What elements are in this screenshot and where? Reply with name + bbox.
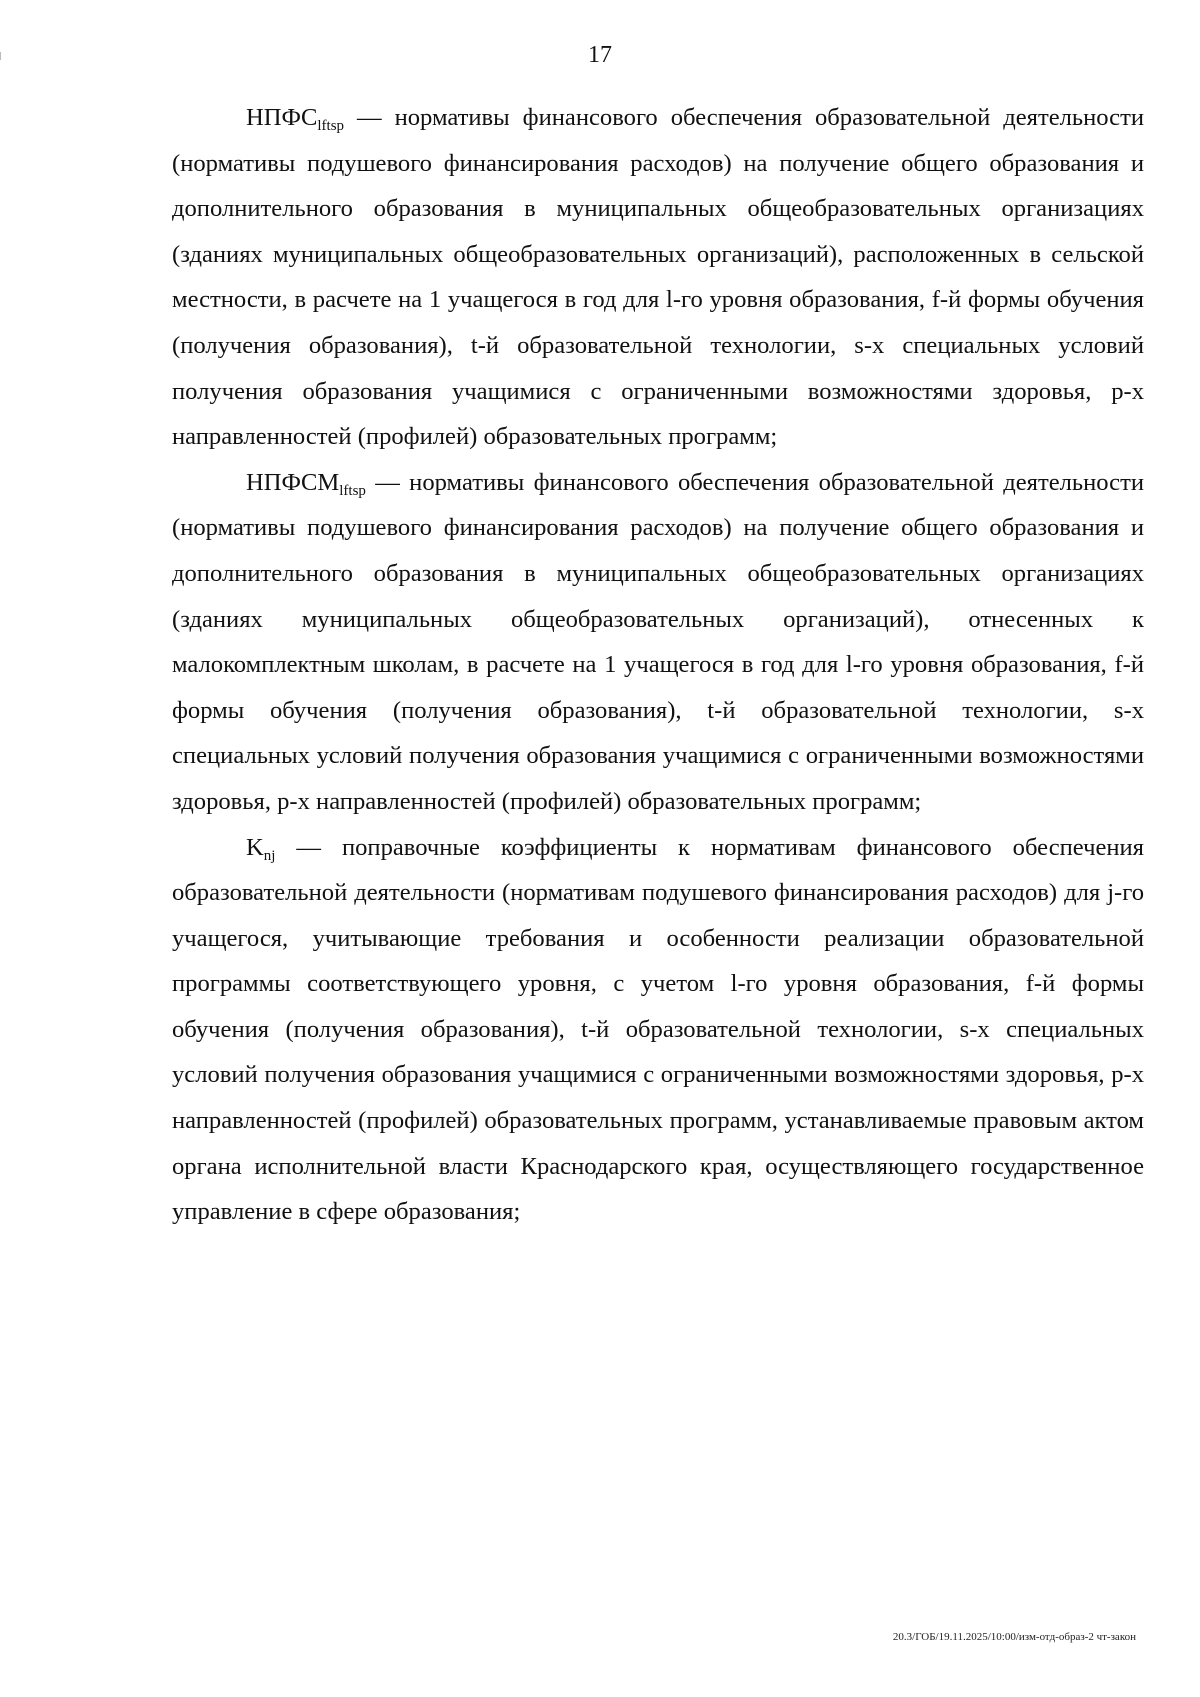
document-footer-code: 20.3/ГОБ/19.11.2025/10:00/изм-отд-образ-2 чт-закон [892, 1631, 1136, 1643]
term-k: $K_{nj}$ [246, 833, 276, 864]
document-body [172, 95, 1144, 1235]
definition-text-npfsm: — нормативы финансового обеспечения образовательной деятельности (нормативы подушевого финансирования расходов) на получение общего образования и дополнительного образования в муниципальных общеобразовательных организациях (зданиях муниципальных общеобразовательных организаций), отнесенных к малокомплектным школам, в расчете на 1 учащегося в год для l-го уровня образования, f-й формы обучения (получения образования), t-й образовательной технологии, s-х специальных условий получения образования учащимися с ограниченными возможностями здоровья, p-х направленностей (профилей) образовательных программ; [172, 468, 1144, 815]
page-number: 17 [588, 42, 612, 68]
definition-text-npfs: — нормативы финансового обеспечения образовательной деятельности (нормативы подушевого финансирования расходов) на получение общего образования и дополнительного образования в муниципальных общеобразовательных организациях (зданиях муниципальных общеобразовательных организаций), расположенных в сельской местности, в расчете на 1 учащегося в год для l-го уровня образования, f-й формы обучения (получения образования), t-й образовательной технологии, s-х специальных условий получения образования учащимися с ограниченными возможностями здоровья, p-х направленностей (профилей) образовательных программ; [172, 104, 1144, 451]
definition-paragraph-npfsm [172, 460, 1144, 825]
definition-paragraph-k [172, 825, 1144, 1235]
definition-paragraph-npfs [172, 95, 1144, 460]
term-npfsm: $НПФСМ_{lftsp}$ [246, 468, 366, 499]
term-npfs: $НПФС_{lftsp}$ [246, 104, 345, 134]
definition-text-k: — поправочные коэффициенты к нормативам финансового обеспечения образовательной деятельности (нормативам подушевого финансирования расходов) для j-го учащегося, учитывающие требования и особенности реализации образовательной программы соответствующего уровня, с учетом l-го уровня образования, f-й формы обучения (получения образования), t-й образовательной технологии, s-х специальных условий получения образования учащимися с ограниченными возможностями здоровья, p-х направленностей (профилей) образовательных программ, устанавливаемые правовым актом органа исполнительной власти Краснодарского края, осуществляющего государственное управление в сфере образования; [172, 833, 1144, 1226]
